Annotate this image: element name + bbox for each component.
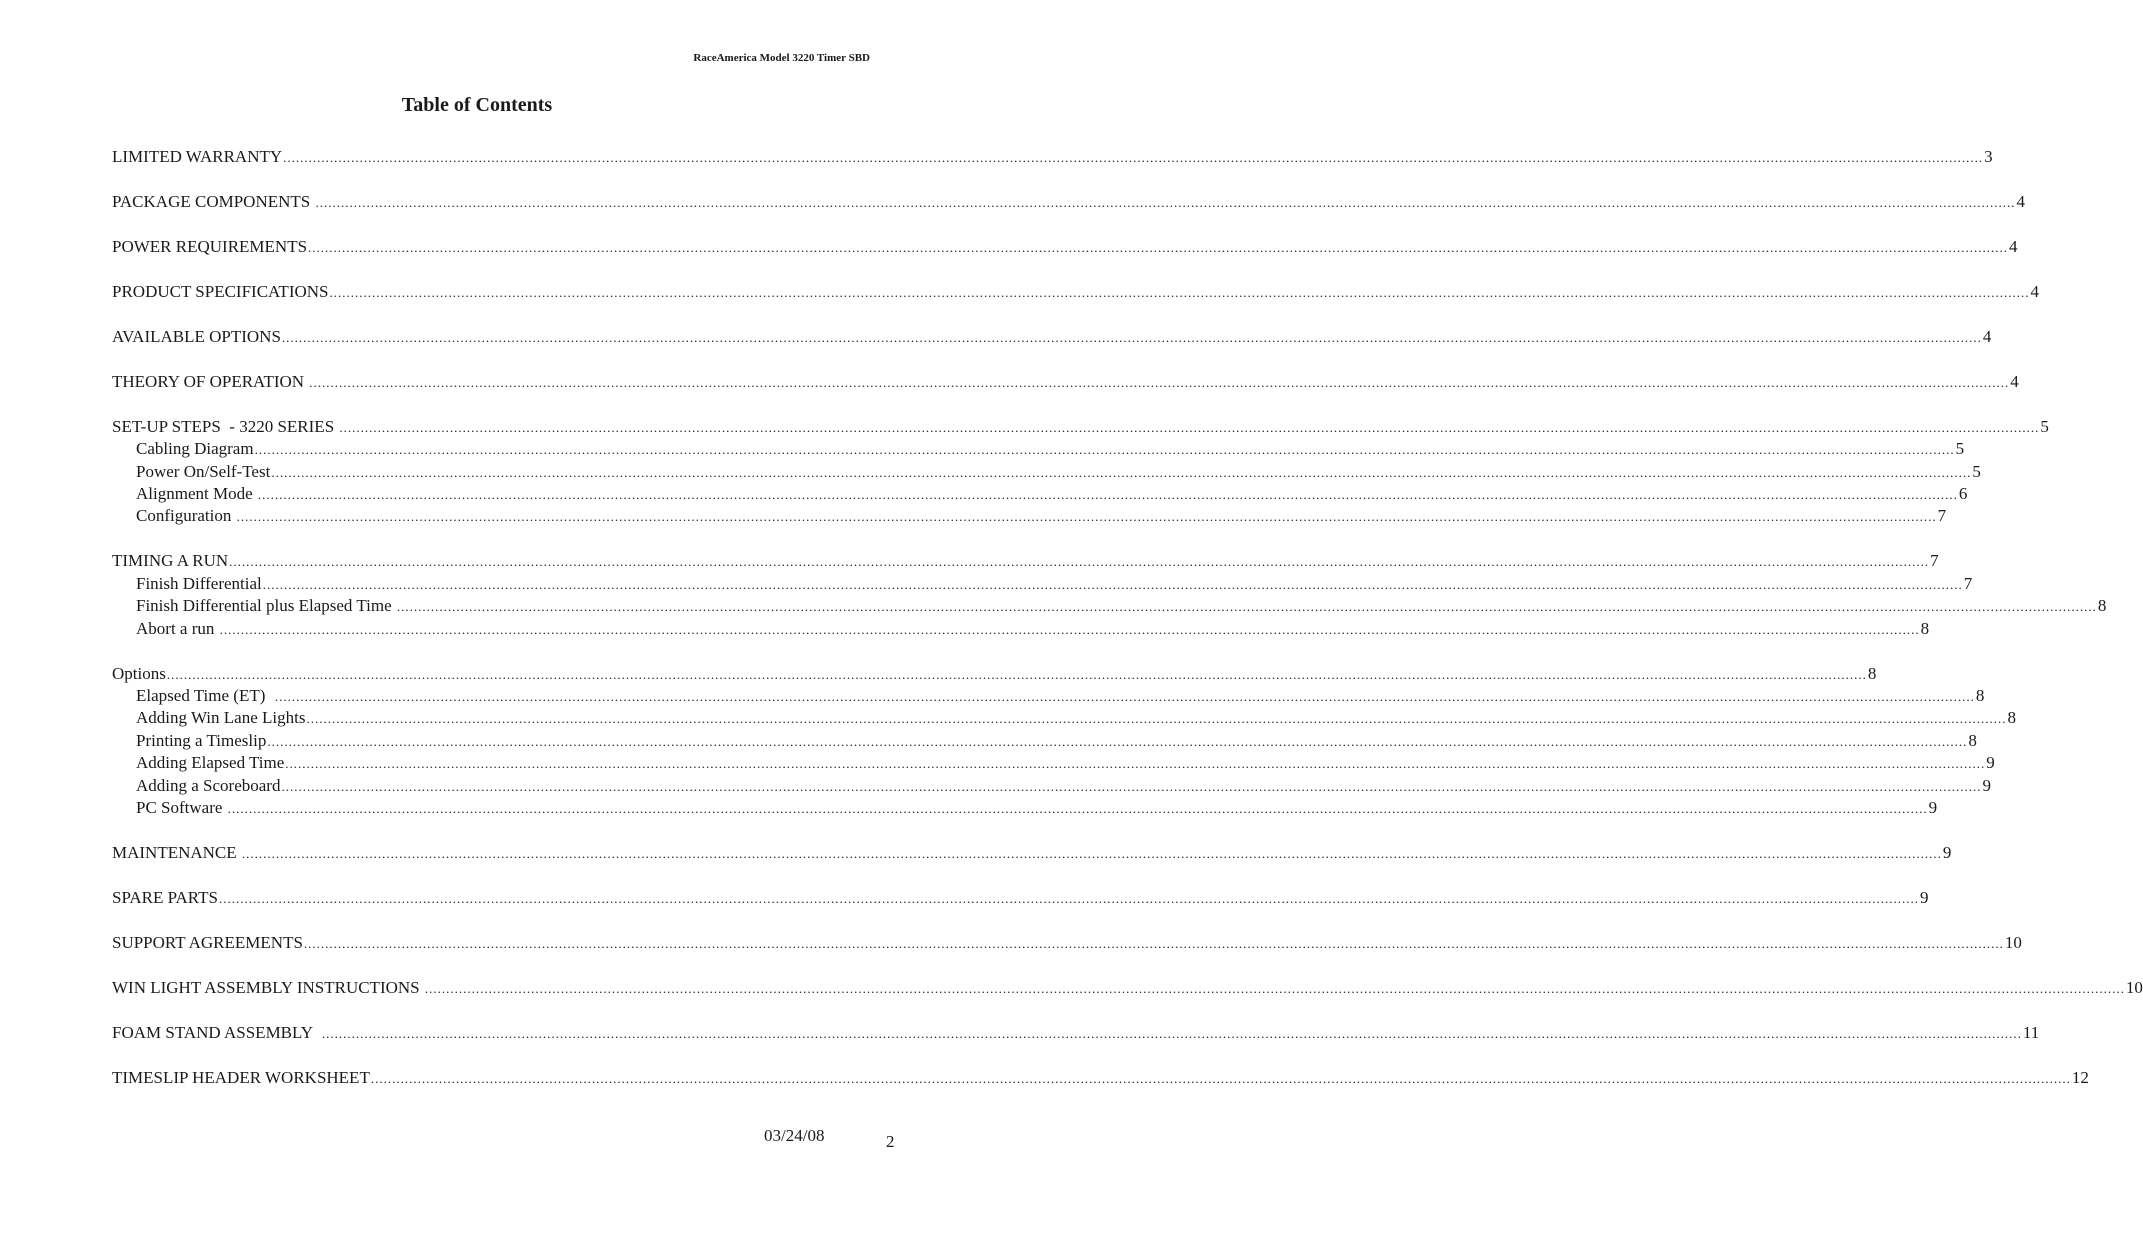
toc-entry-label: TIMING A RUN (112, 551, 229, 571)
toc-entry-page: 4 (2030, 281, 2039, 301)
toc-entry[interactable] (112, 416, 2049, 438)
toc-entry-page: 8 (2097, 596, 2107, 616)
toc-entry-page: 5 (1972, 461, 1981, 481)
dot-leader: ................................................................................................................................................................................................................................................................................................................................................................................................................ (309, 374, 2010, 390)
dot-leader: ................................................................................................................................................................................................................................................................................................................................................................................................................ (274, 689, 1975, 704)
toc-entry-page: 7 (1963, 573, 1973, 593)
toc-entry-label: THEORY OF OPERATION (112, 371, 309, 391)
toc-entry-page: 3 (1984, 147, 1993, 166)
toc-subentry[interactable] (112, 595, 2107, 617)
toc-entry[interactable] (112, 326, 1992, 348)
toc-entry-page: 9 (1986, 753, 1995, 773)
toc-entry-label: Adding Win Lane Lights (136, 708, 306, 728)
toc-entry-label: SET-UP STEPS - 3220 SERIES (112, 416, 339, 436)
dot-leader: ................................................................................................................................................................................................................................................................................................................................................................................................................ (370, 1070, 2071, 1086)
dot-leader: ................................................................................................................................................................................................................................................................................................................................................................................................................ (236, 509, 1937, 525)
page-title: Table of Contents (401, 94, 553, 116)
toc-subentry[interactable] (112, 752, 1995, 774)
toc-entry-label: Finish Differential plus Elapsed Time (136, 596, 396, 616)
toc-entry-label: TIMESLIP HEADER WORKSHEET (112, 1067, 370, 1087)
toc-entry-label: POWER REQUIREMENTS (112, 236, 308, 256)
dot-leader: ................................................................................................................................................................................................................................................................................................................................................................................................................ (229, 554, 1930, 570)
toc-entry-label: LIMITED WARRANTY (112, 147, 283, 166)
dot-leader: ................................................................................................................................................................................................................................................................................................................................................................................................................ (321, 1025, 2022, 1041)
toc-entry-page: 4 (2009, 236, 2018, 256)
dot-leader: ................................................................................................................................................................................................................................................................................................................................................................................................................ (329, 284, 2030, 300)
toc-group (112, 281, 2039, 303)
toc-entry-page: 9 (1928, 797, 1938, 817)
toc-group (112, 1067, 2089, 1089)
toc-entry-label: Abort a run (136, 618, 219, 638)
toc-entry[interactable] (112, 887, 1929, 909)
toc-entry[interactable] (112, 1067, 2089, 1089)
dot-leader: ................................................................................................................................................................................................................................................................................................................................................................................................................ (285, 756, 1986, 772)
toc-entry[interactable] (112, 146, 1993, 168)
toc-entry-label: WIN LIGHT ASSEMBLY INSTRUCTIONS (112, 977, 424, 997)
page-number: 2 (886, 1132, 895, 1151)
toc-entry[interactable] (112, 842, 1952, 864)
toc-entry-label: PC Software (136, 797, 227, 817)
toc-group (112, 326, 1992, 348)
toc-entry-page: 10 (2125, 977, 2143, 997)
toc-entry-page: 10 (2004, 932, 2022, 952)
toc-subentry[interactable] (112, 707, 2016, 729)
toc-entry-page: 8 (1975, 686, 1985, 705)
toc-entry-page: 9 (1919, 887, 1929, 907)
toc-entry-page: 12 (2071, 1067, 2089, 1087)
dot-leader: ................................................................................................................................................................................................................................................................................................................................................................................................................ (306, 711, 2007, 727)
toc-subentry[interactable] (112, 685, 1985, 707)
dot-leader: ................................................................................................................................................................................................................................................................................................................................................................................................................ (315, 194, 2016, 210)
toc-group (112, 550, 2107, 640)
dot-leader: ................................................................................................................................................................................................................................................................................................................................................................................................................ (219, 621, 1920, 637)
toc-subentry[interactable] (112, 618, 1930, 640)
toc-entry-page: 4 (1982, 326, 1992, 346)
toc-entry-label: Alignment Mode (136, 484, 257, 504)
dot-leader: ................................................................................................................................................................................................................................................................................................................................................................................................................ (166, 666, 1867, 682)
toc-entry[interactable] (112, 371, 2019, 393)
toc-entry[interactable] (112, 932, 2022, 954)
dot-leader: ................................................................................................................................................................................................................................................................................................................................................................................................................ (218, 890, 1919, 906)
toc-group (112, 146, 1993, 168)
toc-group (112, 191, 2025, 213)
toc-entry-label: Power On/Self-Test (136, 461, 271, 481)
toc-group (112, 842, 1952, 864)
toc-entry-page: 9 (1942, 842, 1952, 862)
toc-subentry[interactable] (112, 775, 1991, 797)
toc-entry-label: PRODUCT SPECIFICATIONS (112, 281, 329, 301)
toc-entry[interactable] (112, 281, 2039, 303)
toc-entry-label: Elapsed Time (ET) (136, 686, 274, 705)
dot-leader: ................................................................................................................................................................................................................................................................................................................................................................................................................ (257, 487, 1958, 503)
dot-leader: ................................................................................................................................................................................................................................................................................................................................................................................................................ (254, 442, 1955, 458)
toc-entry-page: 4 (2016, 191, 2025, 211)
toc-subentry[interactable] (112, 797, 1938, 819)
toc-subentry[interactable] (112, 438, 1965, 460)
toc-group (112, 887, 1929, 909)
toc-subentry[interactable] (112, 483, 1968, 505)
toc-entry[interactable] (112, 236, 2018, 258)
toc-group (112, 977, 2143, 999)
toc-entry[interactable] (112, 1022, 2040, 1044)
toc-entry-label: Adding a Scoreboard (136, 775, 281, 795)
toc-entry-label: FOAM STAND ASSEMBLY (112, 1022, 321, 1042)
toc-group (112, 236, 2018, 258)
dot-leader: ................................................................................................................................................................................................................................................................................................................................................................................................................ (281, 329, 1982, 345)
toc-entry-label: Printing a Timeslip (136, 730, 267, 750)
dot-leader: ................................................................................................................................................................................................................................................................................................................................................................................................................ (281, 778, 1982, 794)
toc-entry-label: Configuration (136, 506, 236, 526)
toc-entry-page: 8 (1867, 663, 1877, 683)
toc-subentry[interactable] (112, 505, 1947, 527)
running-header: RaceAmerica Model 3220 Timer SBD (693, 52, 870, 64)
toc-entry-page: 8 (2007, 708, 2016, 728)
toc-group (112, 371, 2019, 393)
toc-entry-page: 9 (1982, 775, 1991, 795)
toc-subentry[interactable] (112, 573, 1973, 595)
toc-entry-page: 5 (2040, 416, 2049, 436)
toc-entry-label: SUPPORT AGREEMENTS (112, 932, 303, 952)
toc-group (112, 663, 2016, 820)
toc-entry-label: Finish Differential (136, 573, 262, 593)
toc-entry-page: 7 (1937, 506, 1947, 526)
dot-leader: ................................................................................................................................................................................................................................................................................................................................................................................................................ (283, 150, 1984, 165)
dot-leader: ................................................................................................................................................................................................................................................................................................................................................................................................................ (424, 980, 2125, 996)
toc-entry[interactable] (112, 663, 1877, 685)
dot-leader: ................................................................................................................................................................................................................................................................................................................................................................................................................ (308, 239, 2009, 255)
toc-entry-page: 6 (1958, 484, 1968, 504)
toc-group (112, 932, 2022, 954)
toc-entry-page: 8 (1920, 618, 1930, 638)
toc-entry-label: Options (112, 663, 166, 683)
dot-leader: ................................................................................................................................................................................................................................................................................................................................................................................................................ (271, 464, 1972, 480)
dot-leader: ................................................................................................................................................................................................................................................................................................................................................................................................................ (241, 845, 1942, 861)
dot-leader: ................................................................................................................................................................................................................................................................................................................................................................................................................ (339, 419, 2040, 435)
toc-entry-page: 4 (2010, 371, 2019, 391)
toc-entry-page: 8 (1968, 730, 1977, 750)
toc-entry-page: 11 (2022, 1022, 2040, 1042)
dot-leader: ................................................................................................................................................................................................................................................................................................................................................................................................................ (227, 800, 1928, 816)
dot-leader: ................................................................................................................................................................................................................................................................................................................................................................................................................ (396, 599, 2097, 615)
toc-group (112, 1022, 2040, 1044)
dot-leader: ................................................................................................................................................................................................................................................................................................................................................................................................................ (267, 733, 1968, 749)
toc-entry-page: 7 (1930, 551, 1939, 571)
toc-entry-label: MAINTENANCE (112, 842, 241, 862)
toc-entry[interactable] (112, 550, 1939, 572)
toc-subentry[interactable] (112, 461, 1981, 483)
toc-entry-label: Adding Elapsed Time (136, 753, 285, 773)
toc-group (112, 416, 2049, 528)
toc-entry-page: 5 (1955, 439, 1965, 459)
toc-entry-label: SPARE PARTS (112, 887, 218, 907)
table-of-contents (112, 146, 2143, 1112)
dot-leader: ................................................................................................................................................................................................................................................................................................................................................................................................................ (303, 935, 2004, 951)
toc-entry[interactable] (112, 977, 2143, 999)
toc-entry[interactable] (112, 191, 2025, 213)
toc-subentry[interactable] (112, 730, 1977, 752)
footer-date: 03/24/08 (764, 1126, 825, 1145)
toc-entry-label: AVAILABLE OPTIONS (112, 326, 281, 346)
toc-entry-label: Cabling Diagram (136, 439, 254, 459)
dot-leader: ................................................................................................................................................................................................................................................................................................................................................................................................................ (262, 576, 1963, 592)
toc-entry-label: PACKAGE COMPONENTS (112, 191, 315, 211)
